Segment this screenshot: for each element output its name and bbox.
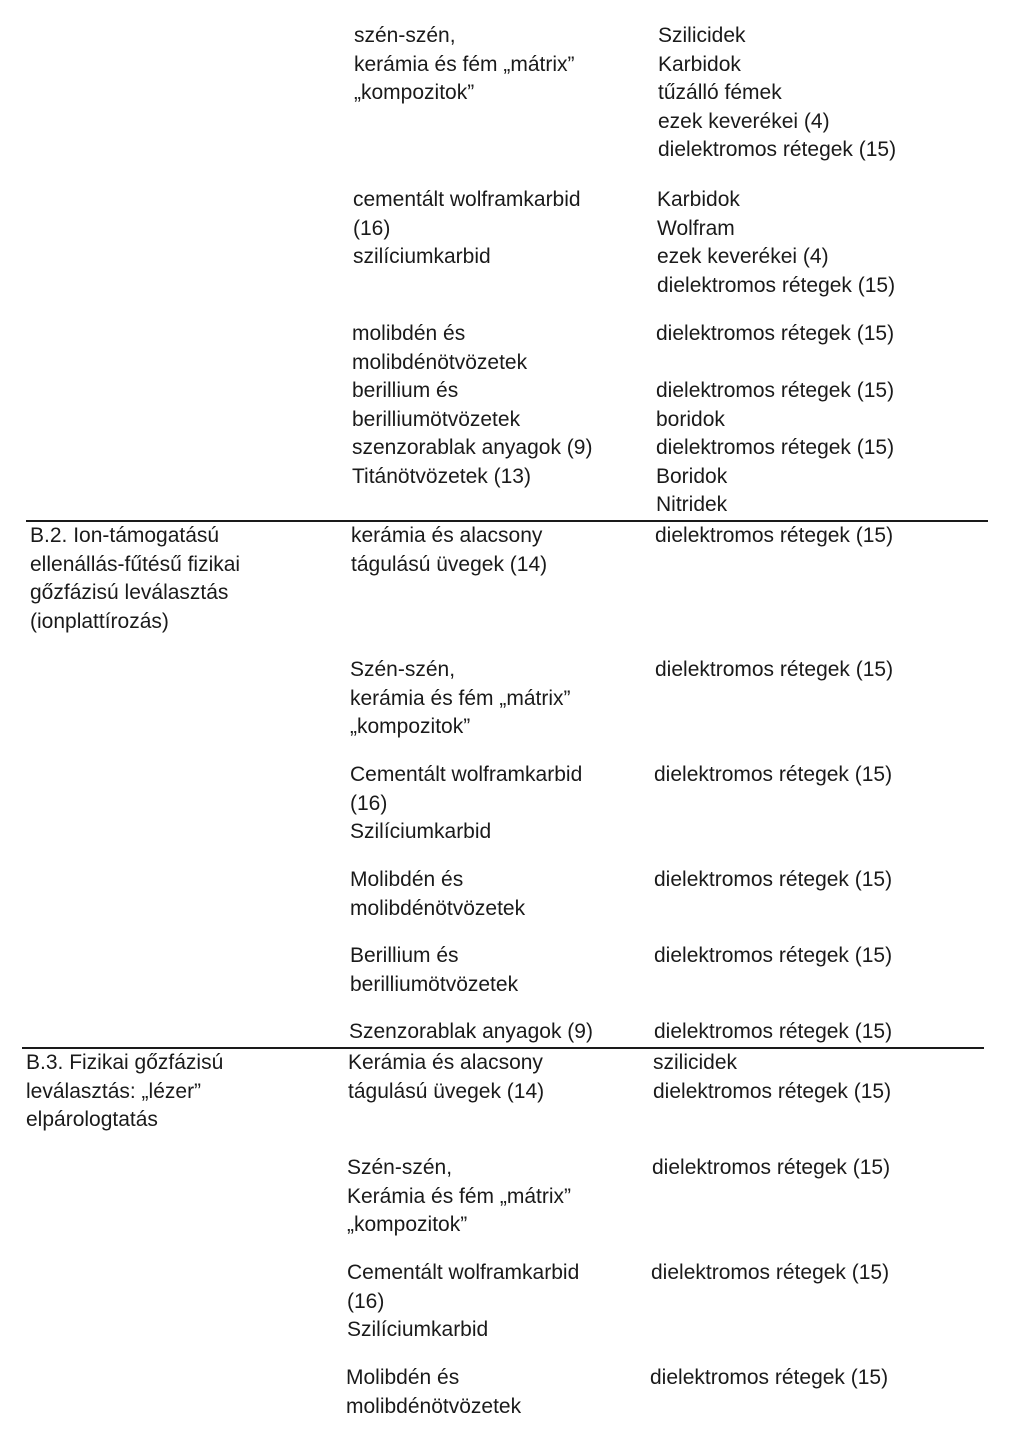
cell-line: Kerámia és alacsony: [348, 1051, 543, 1074]
cell-line: berillium és: [352, 379, 459, 402]
cell-line: molibdénötvözetek: [350, 896, 526, 920]
cell-line: ezek keverékei (4): [657, 245, 829, 268]
cell-line: Karbidok: [658, 52, 741, 76]
cell-line: dielektromos rétegek (15): [655, 524, 894, 547]
cell-line: Boridok: [656, 464, 728, 488]
cell-line: dielektromos rétegek (15): [652, 1156, 891, 1179]
cell-line: leválasztás: „lézer”: [26, 1079, 202, 1103]
cell-line: dielektromos rétegek (15): [658, 138, 897, 161]
cell-line: tűzálló fémek: [658, 81, 782, 104]
cell-line: szilicidek: [653, 1051, 738, 1074]
substrate-cell: [348, 1049, 544, 1106]
cell-line: cementált wolframkarbid: [353, 188, 581, 211]
cell-line: ellenállás-fűtésű fizikai: [30, 552, 241, 576]
substrate-cell: [347, 1154, 571, 1240]
substrate-cell: [347, 1259, 579, 1345]
cell-line: boridok: [656, 407, 725, 431]
cell-line: „kompozitok”: [354, 81, 475, 104]
cell-line: [656, 349, 894, 378]
cell-line: dielektromos rétegek (15): [657, 273, 896, 297]
cell-line: Wolfram: [657, 216, 735, 240]
cell-line: (ionplattírozás): [30, 609, 169, 633]
cell-line: dielektromos rétegek (15): [650, 1366, 889, 1389]
cell-line: kerámia és fém „mátrix”: [354, 52, 575, 76]
cell-line: Karbidok: [657, 188, 740, 211]
cell-line: Molibdén és: [346, 1366, 460, 1389]
cell-line: tágulású üvegek (14): [351, 552, 548, 576]
cell-line: Nitridek: [656, 493, 728, 516]
coating-cell: [657, 186, 895, 300]
cell-line: dielektromos rétegek (15): [653, 1079, 892, 1103]
substrate-cell: [354, 22, 575, 108]
cell-line: Cementált wolframkarbid: [350, 763, 583, 786]
cell-line: dielektromos rétegek (15): [655, 658, 894, 681]
substrate-cell: [350, 866, 525, 923]
cell-line: Berillium és: [350, 944, 459, 967]
cell-line: Szenzorablak anyagok (9): [349, 1020, 593, 1043]
cell-line: elpárologtatás: [26, 1108, 158, 1131]
cell-line: dielektromos rétegek (15): [656, 436, 895, 459]
cell-line: molibdénötvözetek: [352, 350, 528, 374]
cell-line: dielektromos rétegek (15): [656, 379, 895, 402]
coating-cell: [654, 761, 892, 790]
cell-line: dielektromos rétegek (15): [651, 1261, 890, 1284]
cell-line: Szilicidek: [658, 24, 746, 47]
coating-cell: [653, 1049, 891, 1106]
coating-cell: [655, 522, 893, 551]
substrate-cell: [351, 522, 547, 579]
substrate-cell: [346, 1364, 521, 1421]
coating-cell: [651, 1259, 889, 1288]
cell-line: Molibdén és: [350, 868, 464, 891]
substrate-cell: [350, 656, 571, 742]
cell-line: dielektromos rétegek (15): [654, 1020, 893, 1043]
cell-line: „kompozitok”: [347, 1213, 468, 1236]
coating-cell: [654, 866, 892, 895]
cell-line: Szén-szén,: [347, 1156, 453, 1179]
cell-line: B.2. Ion-támogatású: [30, 524, 220, 547]
cell-line: ezek keverékei (4): [658, 109, 830, 133]
cell-line: „kompozitok”: [350, 715, 471, 738]
cell-line: Szén-szén,: [350, 658, 456, 681]
substrate-cell: [349, 1018, 593, 1047]
process-cell: [30, 522, 240, 636]
cell-line: Szilíciumkarbid: [347, 1318, 489, 1341]
coating-cell: [656, 320, 894, 520]
cell-line: kerámia és alacsony: [351, 524, 543, 547]
cell-line: gőzfázisú leválasztás: [30, 581, 229, 604]
cell-line: berilliumötvözetek: [352, 407, 521, 431]
cell-line: (16): [350, 791, 388, 815]
process-cell: [26, 1049, 223, 1135]
substrate-cell: [352, 320, 592, 491]
coating-cell: [650, 1364, 888, 1393]
substrate-cell: [350, 942, 518, 999]
cell-line: dielektromos rétegek (15): [654, 763, 893, 786]
cell-line: berilliumötvözetek: [350, 972, 519, 996]
cell-line: szenzorablak anyagok (9): [352, 436, 593, 459]
substrate-cell: [353, 186, 581, 272]
coating-cell: [658, 22, 896, 165]
cell-line: kerámia és fém „mátrix”: [350, 686, 571, 710]
cell-line: szén-szén,: [354, 24, 456, 47]
cell-line: Cementált wolframkarbid: [347, 1261, 580, 1284]
cell-line: molibdén és: [352, 322, 466, 345]
cell-line: tágulású üvegek (14): [348, 1079, 545, 1103]
cell-line: Kerámia és fém „mátrix”: [347, 1184, 572, 1208]
cell-line: dielektromos rétegek (15): [654, 944, 893, 967]
cell-line: B.3. Fizikai gőzfázisú: [26, 1051, 224, 1074]
substrate-cell: [350, 761, 582, 847]
coating-cell: [655, 656, 893, 685]
cell-line: Szilíciumkarbid: [350, 820, 492, 843]
cell-line: Titánötvözetek (13): [352, 464, 531, 488]
cell-line: dielektromos rétegek (15): [654, 868, 893, 891]
coating-cell: [652, 1154, 890, 1183]
cell-line: (16): [347, 1289, 385, 1313]
coating-cell: [654, 1018, 892, 1047]
cell-line: szilíciumkarbid: [353, 245, 491, 268]
cell-line: molibdénötvözetek: [346, 1394, 522, 1418]
cell-line: dielektromos rétegek (15): [656, 322, 895, 345]
coating-cell: [654, 942, 892, 971]
cell-line: (16): [353, 216, 391, 240]
